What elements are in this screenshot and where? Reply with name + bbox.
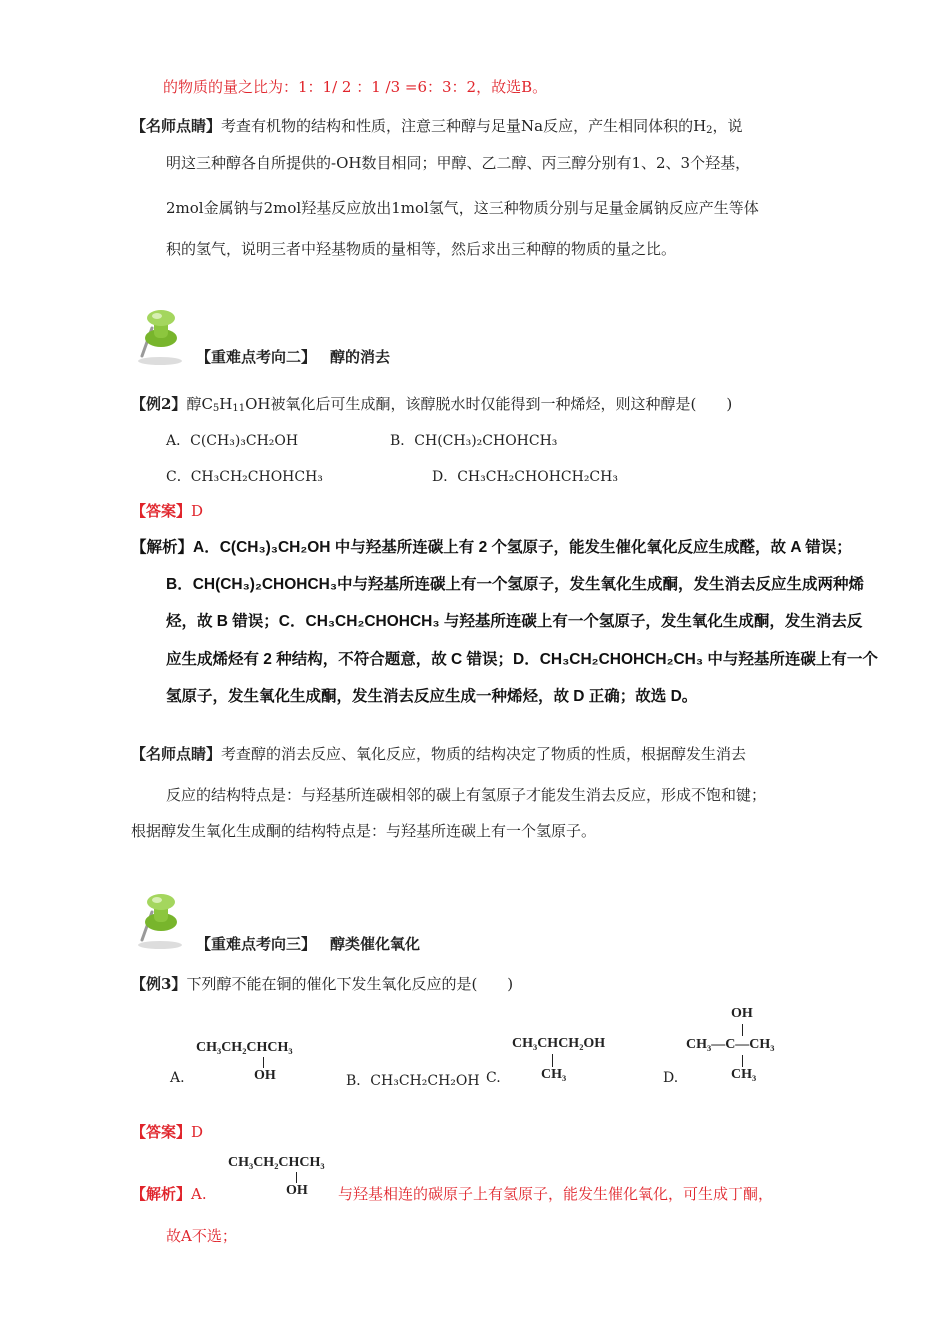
option-d-oh: OH: [731, 1006, 753, 1021]
analysis-formula-oh: OH: [286, 1183, 308, 1198]
option-a-oh: OH: [254, 1068, 276, 1083]
section-label: 【重难点考向二】: [196, 348, 317, 366]
example-label: 【例3】: [131, 975, 187, 993]
answer-value: D: [191, 502, 204, 520]
teacher-tip-label: 【名师点睛】: [131, 745, 222, 763]
option-d-label: D.: [663, 1070, 679, 1086]
section-heading-3: [196, 933, 420, 954]
teacher-tip-2-line-2: 反应的结构特点是：与羟基所连碳相邻的碳上有氢原子才能发生消去反应，形成不饱和键；: [166, 786, 767, 804]
option-b: B．CH₃CH₂CH₂OH: [346, 1073, 480, 1089]
option-a: A．C(CH₃)₃CH₂OH: [166, 433, 299, 449]
option-c-formula: CH₃CHCH₂OH: [512, 1036, 606, 1051]
answer-label: 【答案】: [131, 1123, 192, 1141]
analysis-2-line-1: 【解析】A．C(CH₃)₃CH₂OH 中与羟基所连碳上有 2 个氢原子，能发生催化氧化反应生成醛，故 A 错误；: [131, 539, 852, 556]
analysis-2-line-4: 应生成烯烃有 2 种结构，不符合题意，故 C 错误；D．CH₃CH₂CHOHCH₂CH₃ 中与羟基所连碳上有一个: [166, 651, 878, 668]
analysis-3-line-2: 故A不选；: [166, 1227, 237, 1245]
option-a-formula: CH₃CH₂CHCH₃: [196, 1040, 293, 1055]
section-heading-2: [196, 346, 390, 367]
teacher-tip-2-line-3: 根据醇发生氧化生成酮的结构特点是：与羟基所连碳上有一个氢原子。: [131, 822, 597, 840]
example-label: 【例2】: [131, 395, 187, 413]
answer-value: D: [191, 1123, 204, 1141]
bond-line: [742, 1055, 743, 1067]
answer-line-3: [131, 1121, 203, 1143]
example-2-question: 【例2】醇$C_5H_{11}OH$被氧化后可生成酮，该醇脱水时仅能得到一种烯烃，则这种醇是( ): [131, 395, 733, 414]
bond-line: [263, 1057, 264, 1068]
teacher-tip-1-line-1: 【名师点睛】考查有机物的结构和性质，注意三种醇与足量Na反应，产生相同体积的$H_2$，说: [131, 117, 743, 136]
teacher-tip-1-line-2: 明这三种醇各自所提供的-OH数目相同；甲醇、乙二醇、丙三醇分别有1、2、3个羟基，: [166, 154, 751, 172]
bond-line: [742, 1024, 743, 1036]
option-c: C．CH₃CH₂CHOHCH₃: [166, 469, 323, 485]
option-c-label: C.: [486, 1070, 501, 1086]
analysis-3-line-1: 【解析】A.: [131, 1185, 207, 1203]
analysis-3-text: 与羟基相连的碳原子上有氢原子，能发生催化氧化，可生成丁酮，: [338, 1185, 774, 1203]
section-title: 醇的消去: [330, 348, 391, 366]
bond-line: [552, 1054, 553, 1067]
ratio-line: 的物质的量之比为：1：1/ 2 ：1 /3 =6：3：2，故选B。: [163, 78, 548, 96]
option-a-label: A.: [170, 1070, 185, 1086]
option-c-ch3: CH₃: [541, 1067, 567, 1082]
section-title: 醇类催化氧化: [330, 935, 421, 953]
example-3-question: 【例3】下列醇不能在铜的催化下发生氧化反应的是( ): [131, 975, 514, 993]
answer-line-2: [131, 500, 203, 522]
analysis-2-line-5: 氢原子，发生氧化生成酮，发生消去反应生成一种烯烃，故 D 正确；故选 D。: [166, 688, 698, 705]
answer-label: 【答案】: [131, 502, 192, 520]
teacher-tip-1-line-3: 2mol金属钠与2mol羟基反应放出1mol氢气，这三种物质分别与足量金属钠反应产生等体: [166, 199, 759, 217]
teacher-tip-1-line-4: 积的氢气，说明三者中羟基物质的量相等，然后求出三种醇的物质的量之比。: [166, 240, 677, 258]
pushpin-icon: [130, 306, 190, 368]
teacher-tip-2-line-1: 【名师点睛】考查醇的消去反应、氧化反应，物质的结构决定了物质的性质，根据醇发生消去: [131, 745, 747, 763]
analysis-label: 【解析】: [131, 539, 194, 556]
option-d-ch3: CH₃: [731, 1067, 757, 1082]
option-b: B．CH(CH₃)₂CHOHCH₃: [390, 433, 558, 449]
analysis-label: 【解析】: [131, 1185, 192, 1203]
teacher-tip-label: 【名师点睛】: [131, 117, 222, 135]
analysis-formula: CH₃CH₂CHCH₃: [228, 1155, 325, 1170]
pushpin-icon: [130, 890, 190, 952]
analysis-2-line-3: 烃，故 B 错误；C．CH₃CH₂CHOHCH₃ 与羟基所连碳上有一个氢原子，发生氧化生成酮，发生消去反: [166, 613, 863, 630]
section-label: 【重难点考向三】: [196, 935, 317, 953]
option-d: D．CH₃CH₂CHOHCH₂CH₃: [432, 469, 618, 485]
option-d-formula: CH₃—C—CH₃: [686, 1037, 775, 1052]
analysis-2-line-2: B．CH(CH₃)₂CHOHCH₃中与羟基所连碳上有一个氢原子，发生氧化生成酮，发生消去反应生成两种烯: [166, 576, 865, 593]
bond-line: [296, 1172, 297, 1183]
